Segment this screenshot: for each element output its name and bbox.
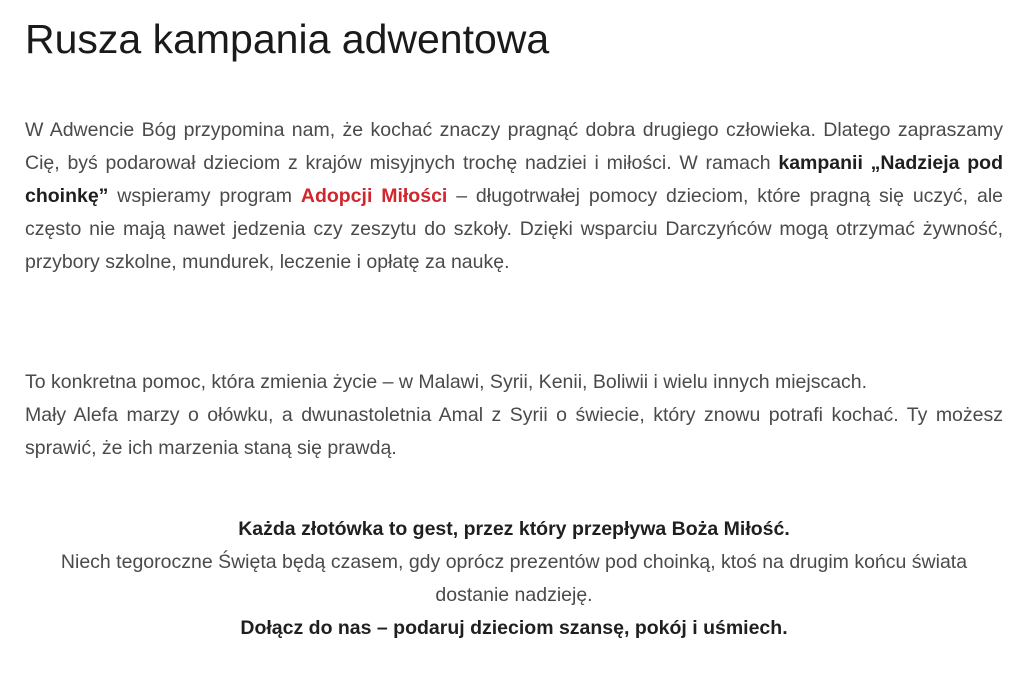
- help-line-2: Mały Alefa marzy o ołówku, a dwunastoletnia Amal z Syrii o świecie, który znowu potrafi kochać. Ty możesz sprawić, że ich marzenia staną się prawdą.: [25, 404, 1003, 459]
- intro-text-b: wspieramy program: [108, 185, 301, 207]
- campaign-name: kampanii „Nadzieja pod choinkę”: [25, 152, 1004, 207]
- appeal-bold-line-1: Każda złotówka to gest, przez który przepływa Boża Miłość.: [238, 518, 790, 540]
- intro-text-c: – długotrwałej pomocy dzieciom, które pragną się uczyć, ale często nie mają nawet jedzenia czy zeszytu do szkoły. Dzięki wsparciu Darczyńców mogą otrzymać żywność, przybory szkolne, mundurek, leczenie i opłatę za naukę.: [25, 185, 1003, 273]
- appeal-bold-line-2: Dołącz do nas – podaruj dzieciom szansę, pokój i uśmiech.: [240, 617, 788, 639]
- help-line-1: To konkretna pomoc, która zmienia życie – w Malawi, Syrii, Kenii, Boliwii i wielu innych miejscach.: [25, 371, 868, 393]
- help-paragraph: [25, 366, 1003, 465]
- appeal-paragraph: [25, 513, 1003, 645]
- intro-paragraph: [25, 114, 1003, 279]
- appeal-normal-text: Niech tegoroczne Święta będą czasem, gdy oprócz prezentów pod choinką, ktoś na drugim końcu świata dostanie nadzieję.: [60, 551, 968, 606]
- adoption-program-link[interactable]: Adopcji Miłości: [300, 185, 448, 207]
- intro-text-a: W Adwencie Bóg przypomina nam, że kochać znaczy pragnąć dobra drugiego człowieka. Dlatego zapraszamy Cię, byś podarował dzieciom z krajów misyjnych trochę nadziei i miłości. W ramach: [25, 119, 1003, 174]
- article: [25, 0, 1004, 639]
- page-title: Rusza kampania adwentowa: [25, 16, 550, 62]
